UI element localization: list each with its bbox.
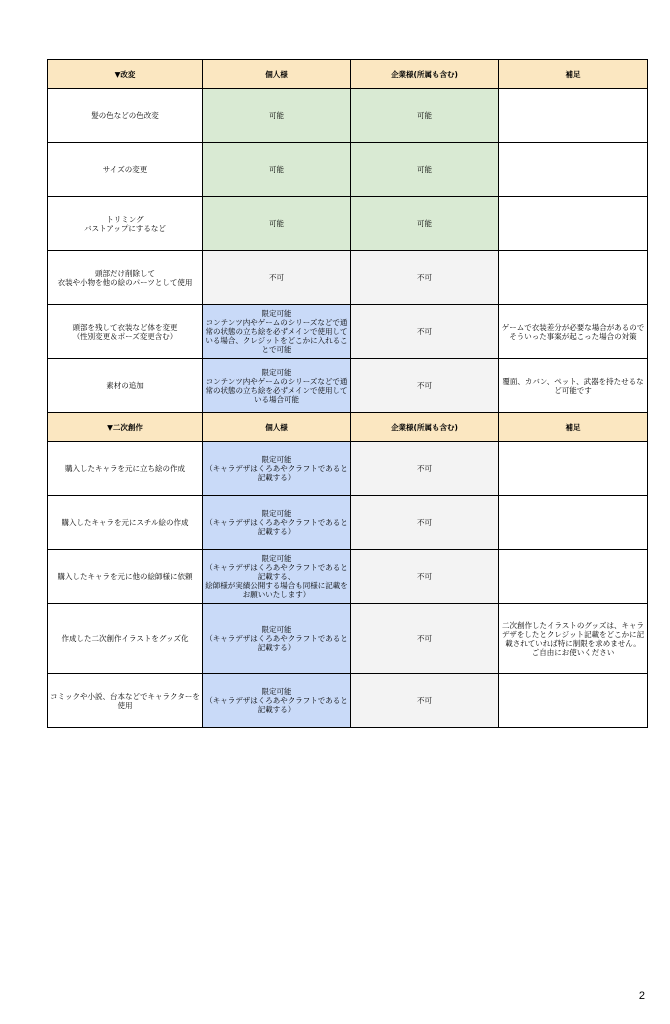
notes-cell: [499, 197, 648, 251]
corporate-cell: 可能: [351, 143, 499, 197]
column-header-notes: 補足: [499, 413, 648, 442]
column-header-corporate: 企業様(所属も含む): [351, 413, 499, 442]
corporate-cell: 不可: [351, 442, 499, 496]
row-item: 頭部だけ削除して 衣装や小物を他の絵のパーツとして使用: [48, 251, 203, 305]
corporate-cell: 不可: [351, 674, 499, 728]
individual-cell: 限定可能 （キャラデザはくろあやクラフトであると記載する）: [203, 604, 351, 674]
corporate-cell: 可能: [351, 197, 499, 251]
section-header-derivative: [48, 413, 648, 442]
notes-cell: ゲームで衣装差分が必要な場合があるので そういった事案が起こった場合の対策: [499, 305, 648, 359]
row-item: 購入したキャラを元に立ち絵の作成: [48, 442, 203, 496]
corporate-cell: 可能: [351, 89, 499, 143]
corporate-cell: 不可: [351, 359, 499, 413]
individual-cell: 不可: [203, 251, 351, 305]
individual-cell: 可能: [203, 143, 351, 197]
column-header-corporate: 企業様(所属も含む): [351, 60, 499, 89]
row-item: 作成した二次創作イラストをグッズ化: [48, 604, 203, 674]
table-row: [48, 604, 648, 674]
notes-cell: [499, 550, 648, 604]
section-title: ▼改変: [48, 60, 203, 89]
section-title: ▼二次創作: [48, 413, 203, 442]
row-item: コミックや小説、台本などでキャラクターを使用: [48, 674, 203, 728]
table-row: [48, 359, 648, 413]
row-item: 購入したキャラを元にスチル絵の作成: [48, 496, 203, 550]
section-header-modification: [48, 60, 648, 89]
notes-cell: 覆面、カバン、ペット、武器を持たせるなど可能です: [499, 359, 648, 413]
table-row: [48, 550, 648, 604]
row-item: 素材の追加: [48, 359, 203, 413]
notes-cell: [499, 143, 648, 197]
row-item: 髪の色などの色改変: [48, 89, 203, 143]
individual-cell: 限定可能 コンテンツ内やゲームのシリーズなどで通常の状態の立ち絵を必ずメインで使用している場合可能: [203, 359, 351, 413]
table-row: [48, 89, 648, 143]
individual-cell: 限定可能 （キャラデザはくろあやクラフトであると記載する、 絵師様が実績公開する場合も同様に記載をお願いいたします）: [203, 550, 351, 604]
corporate-cell: 不可: [351, 550, 499, 604]
individual-cell: 限定可能 （キャラデザはくろあやクラフトであると記載する）: [203, 442, 351, 496]
table-row: [48, 442, 648, 496]
row-item: トリミング バストアップにするなど: [48, 197, 203, 251]
individual-cell: 可能: [203, 89, 351, 143]
row-item: 購入したキャラを元に他の絵師様に依頼: [48, 550, 203, 604]
usage-terms-table: [47, 59, 648, 728]
row-item: サイズの変更: [48, 143, 203, 197]
table-row: [48, 674, 648, 728]
table-row: [48, 305, 648, 359]
individual-cell: 限定可能 コンテンツ内やゲームのシリーズなどで通常の状態の立ち絵を必ずメインで使用している場合、クレジットをどこかに入れることで可能: [203, 305, 351, 359]
table-row: [48, 496, 648, 550]
corporate-cell: 不可: [351, 604, 499, 674]
column-header-individual: 個人様: [203, 413, 351, 442]
page-number: 2: [638, 990, 645, 1002]
corporate-cell: 不可: [351, 251, 499, 305]
notes-cell: [499, 442, 648, 496]
individual-cell: 可能: [203, 197, 351, 251]
column-header-notes: 補足: [499, 60, 648, 89]
table-row: [48, 197, 648, 251]
table-row: [48, 143, 648, 197]
corporate-cell: 不可: [351, 496, 499, 550]
notes-cell: [499, 674, 648, 728]
individual-cell: 限定可能 （キャラデザはくろあやクラフトであると記載する）: [203, 496, 351, 550]
corporate-cell: 不可: [351, 305, 499, 359]
notes-cell: [499, 251, 648, 305]
notes-cell: [499, 496, 648, 550]
row-item: 頭部を残して衣装など体を変更 （性別変更＆ポーズ変更含む）: [48, 305, 203, 359]
individual-cell: 限定可能 （キャラデザはくろあやクラフトであると記載する）: [203, 674, 351, 728]
notes-cell: [499, 89, 648, 143]
table-row: [48, 251, 648, 305]
column-header-individual: 個人様: [203, 60, 351, 89]
notes-cell: 二次創作したイラストのグッズは、キャラデザをしたとクレジット記載をどこかに記載されていれば特に制限を求めません。 ご自由にお使いください: [499, 604, 648, 674]
